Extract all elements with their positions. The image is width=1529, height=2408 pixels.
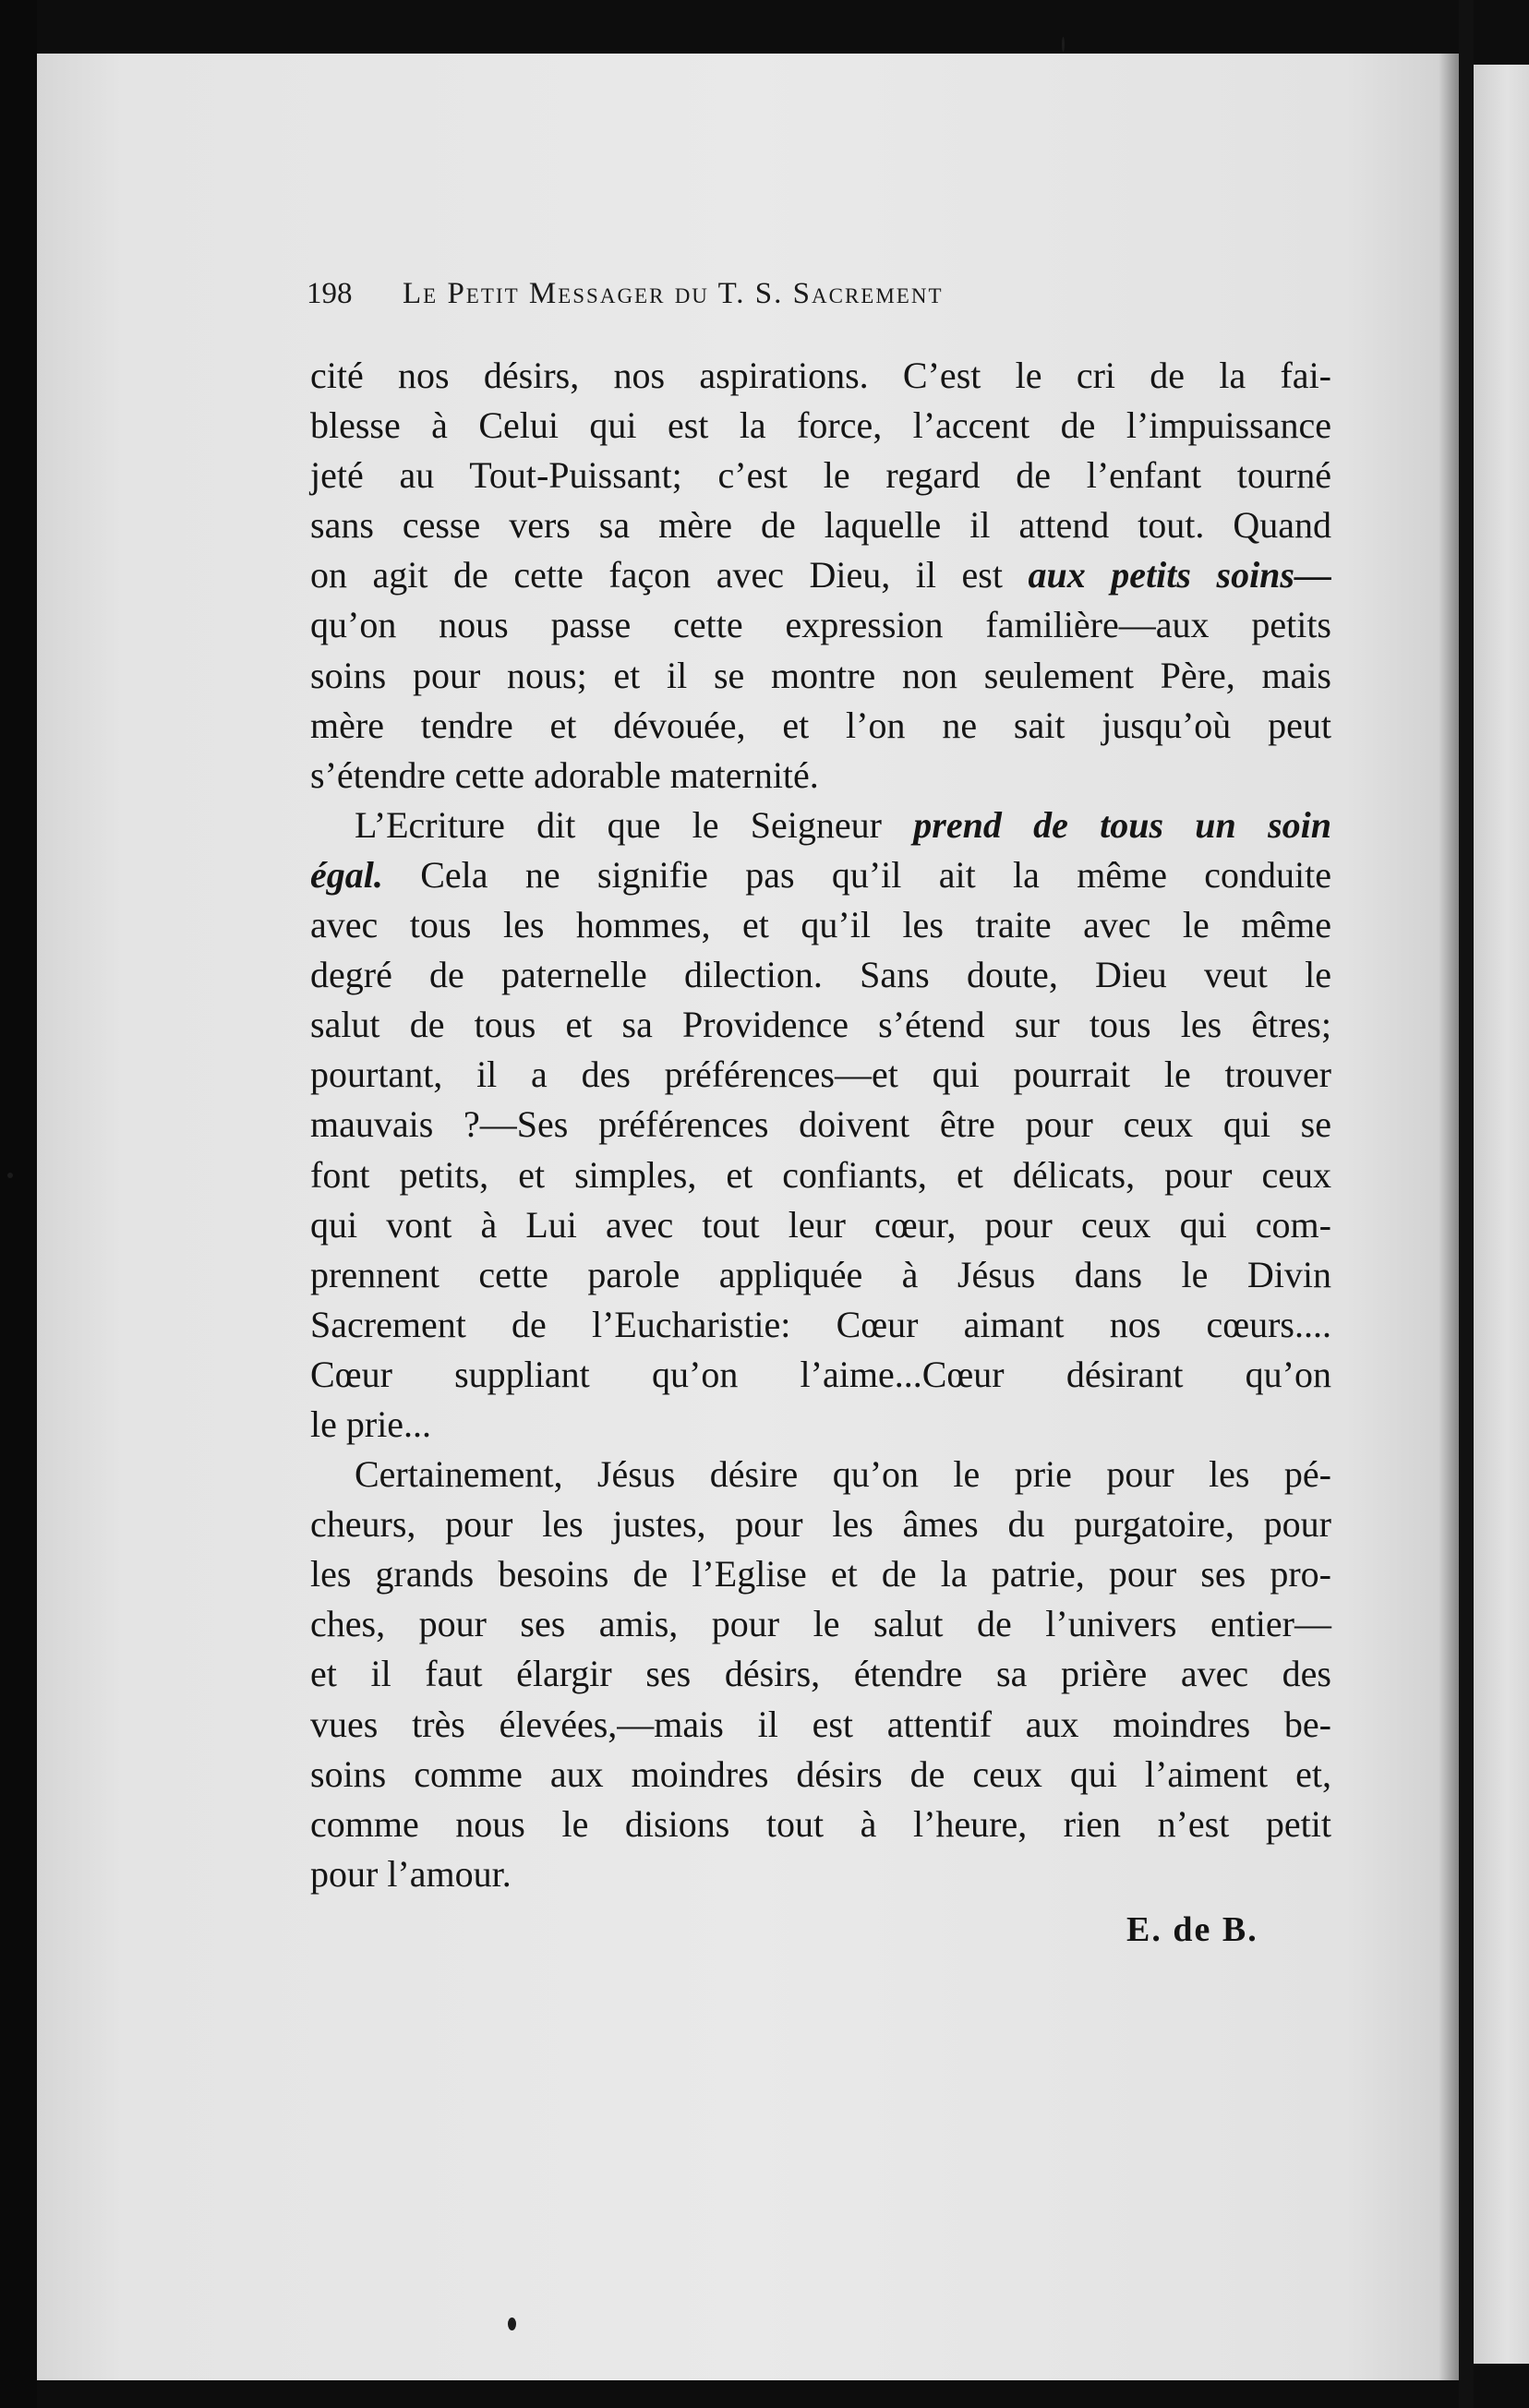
page-number: 198 <box>307 277 353 310</box>
running-title: Le Petit Messager du T. S. Sacrement <box>403 277 944 310</box>
text-line: avec tous les hommes, et qu’il les traite avec le même <box>310 904 1331 946</box>
adjacent-page-edge <box>1474 65 1529 2364</box>
text-line: les grands besoins de l’Eglise et de la patrie, pour ses pro- <box>310 1553 1331 1595</box>
text-segment: on agit de cette façon avec Dieu, il est <box>310 554 1029 596</box>
article-body <box>310 351 1331 1899</box>
text-line: salut de tous et sa Providence s’étend sur tous les êtres; <box>310 1004 1331 1046</box>
text-line: Cœur suppliant qu’on l’aime...Cœur désirant qu’on <box>310 1353 1331 1395</box>
text-line: soins comme aux moindres désirs de ceux qui l’aiment et, <box>310 1752 1331 1795</box>
text-line: qu’on nous passe cette expression familière—aux petits <box>310 604 1331 646</box>
text-line: mauvais ?—Ses préférences doivent être pour ceux qui se <box>310 1103 1331 1146</box>
text-line: soins pour nous; et il se montre non seulement Père, mais <box>310 654 1331 696</box>
italic-emphasis: prend de tous un soin <box>913 803 1331 846</box>
text-line: prennent cette parole appliquée à Jésus dans le Divin <box>310 1253 1331 1295</box>
text-line: cheurs, pour les justes, pour les âmes du purgatoire, pour <box>310 1503 1331 1546</box>
italic-emphasis: égal. <box>310 853 383 896</box>
page-gutter <box>1459 0 1474 2408</box>
text-line: blesse à Celui qui est la force, l’accent de l’impuissance <box>310 404 1331 447</box>
text-line: pour l’amour. <box>310 1852 512 1895</box>
text-line: qui vont à Lui avec tout leur cœur, pour ceux qui com- <box>310 1203 1331 1246</box>
text-line: pourtant, il a des préférences—et qui pourrait le trouver <box>310 1054 1331 1096</box>
text-line: ches, pour ses amis, pour le salut de l’univers entier— <box>310 1603 1331 1645</box>
text-line: vues très élevées,—mais il est attentif aux moindres be- <box>310 1703 1331 1745</box>
text-line: mère tendre et dévouée, et l’on ne sait jusqu’où peut <box>310 704 1331 746</box>
text-line: cité nos désirs, nos aspirations. C’est le cri de la fai- <box>310 355 1331 396</box>
ink-speck <box>1062 37 1065 52</box>
film-border-left <box>0 0 37 2408</box>
italic-emphasis: aux petits soins— <box>1028 554 1331 596</box>
text-line: le prie... <box>310 1403 432 1445</box>
text-segment: L’Ecriture dit que le Seigneur <box>355 803 914 846</box>
text-line <box>310 801 1331 850</box>
text-line: Sacrement de l’Eucharistie: Cœur aimant nos cœurs.... <box>310 1303 1331 1345</box>
author-signature: E. de B. <box>1126 1910 1258 1949</box>
text-line: s’étendre cette adorable maternité. <box>310 753 819 796</box>
text-line <box>310 850 1331 900</box>
text-line: degré de paternelle dilection. Sans doute, Dieu veut le <box>310 954 1331 996</box>
page-edge-shadow <box>1439 54 1459 2380</box>
text-line: font petits, et simples, et confiants, et délicats, pour ceux <box>310 1153 1331 1196</box>
text-line: comme nous le disions tout à l’heure, rien n’est petit <box>310 1802 1331 1845</box>
page-header <box>270 277 1193 318</box>
text-line: jeté au Tout-Puissant; c’est le regard de l’enfant tourné <box>310 454 1331 497</box>
ink-speck <box>508 2318 516 2330</box>
text-line <box>310 550 1331 600</box>
text-line: sans cesse vers sa mère de laquelle il attend tout. Quand <box>310 504 1331 547</box>
text-line: Certainement, Jésus désire qu’on le prie pour les pé- <box>355 1453 1331 1496</box>
text-line: et il faut élargir ses désirs, étendre sa prière avec des <box>310 1653 1331 1695</box>
text-segment: Cela ne signifie pas qu’il ait la même conduite <box>382 853 1331 896</box>
ink-speck <box>7 1173 13 1178</box>
